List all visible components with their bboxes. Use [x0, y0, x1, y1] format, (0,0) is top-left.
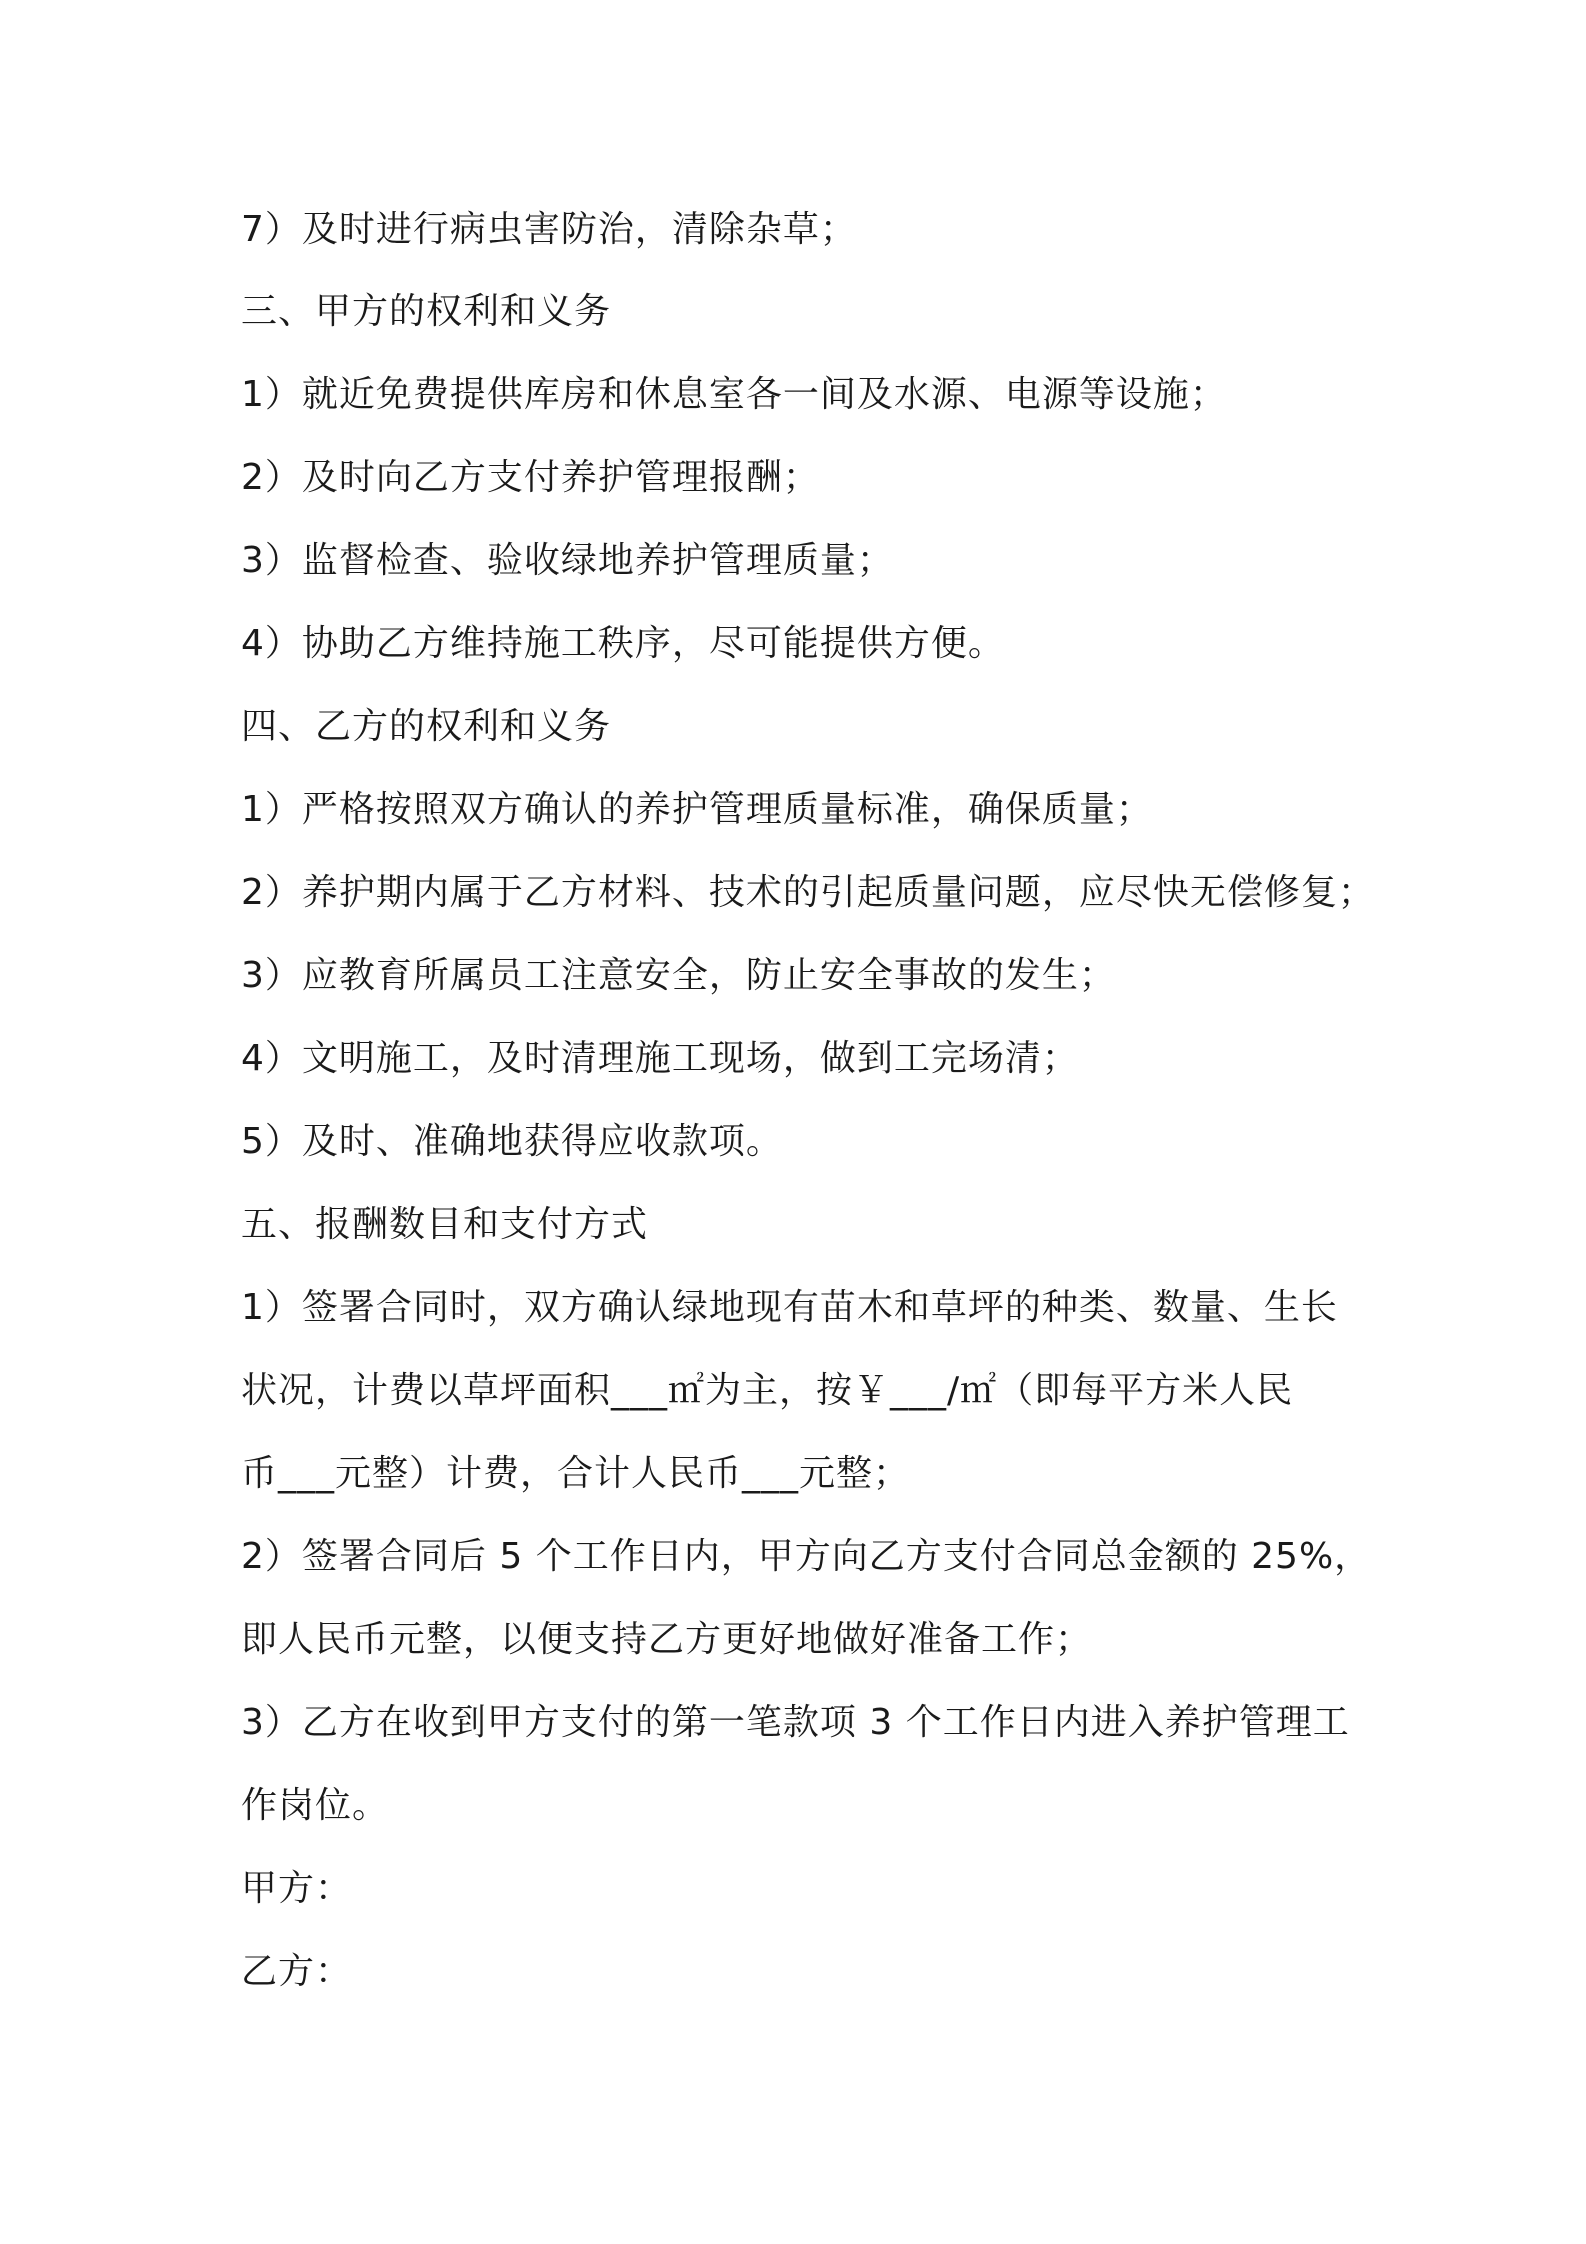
- party-b-clause-3: 3）应教育所属员工注意安全，防止安全事故的发生；: [241, 955, 1116, 996]
- party-a-clause-4: 4）协助乙方维持施工秩序，尽可能提供方便。: [241, 623, 1005, 664]
- payment-clause-2-line-2: 即人民币元整，以便支持乙方更好地做好准备工作；: [241, 1619, 1093, 1660]
- payment-clause-1-line-1: 1）签署合同时，双方确认绿地现有苗木和草坪的种类、数量、生长: [241, 1287, 1338, 1328]
- payment-clause-1-line-2: 状况，计费以草坪面积___㎡为主，按￥___/㎡（即每平方米人民: [241, 1370, 1294, 1411]
- section-4-heading: 四、乙方的权利和义务: [241, 706, 612, 747]
- payment-clause-2-line-1: 2）签署合同后 5 个工作日内，甲方向乙方支付合同总金额的 25%，: [241, 1536, 1372, 1577]
- party-b-signature-label: 乙方：: [241, 1951, 353, 1992]
- payment-clause-3-line-1: 3）乙方在收到甲方支付的第一笔款项 3 个工作日内进入养护管理工: [241, 1702, 1350, 1743]
- party-a-clause-1: 1）就近免费提供库房和休息室各一间及水源、电源等设施；: [241, 374, 1227, 415]
- party-a-signature-label: 甲方：: [241, 1868, 353, 1909]
- payment-clause-3-line-2: 作岗位。: [241, 1785, 390, 1826]
- section-3-heading: 三、甲方的权利和义务: [241, 291, 612, 332]
- party-b-clause-5: 5）及时、准确地获得应收款项。: [241, 1121, 783, 1162]
- party-a-clause-2: 2）及时向乙方支付养护管理报酬；: [241, 457, 820, 498]
- party-b-clause-1: 1）严格按照双方确认的养护管理质量标准，确保质量；: [241, 789, 1153, 830]
- party-a-clause-3: 3）监督检查、验收绿地养护管理质量；: [241, 540, 894, 581]
- party-b-clause-2: 2）养护期内属于乙方材料、技术的引起质量问题，应尽快无偿修复；: [241, 872, 1375, 913]
- section-5-heading: 五、报酬数目和支付方式: [241, 1204, 649, 1245]
- clause-7-pest-control: 7）及时进行病虫害防治，清除杂草；: [241, 209, 857, 250]
- payment-clause-1-line-3: 币___元整）计费，合计人民币___元整；: [241, 1453, 911, 1494]
- party-b-clause-4: 4）文明施工，及时清理施工现场，做到工完场清；: [241, 1038, 1079, 1079]
